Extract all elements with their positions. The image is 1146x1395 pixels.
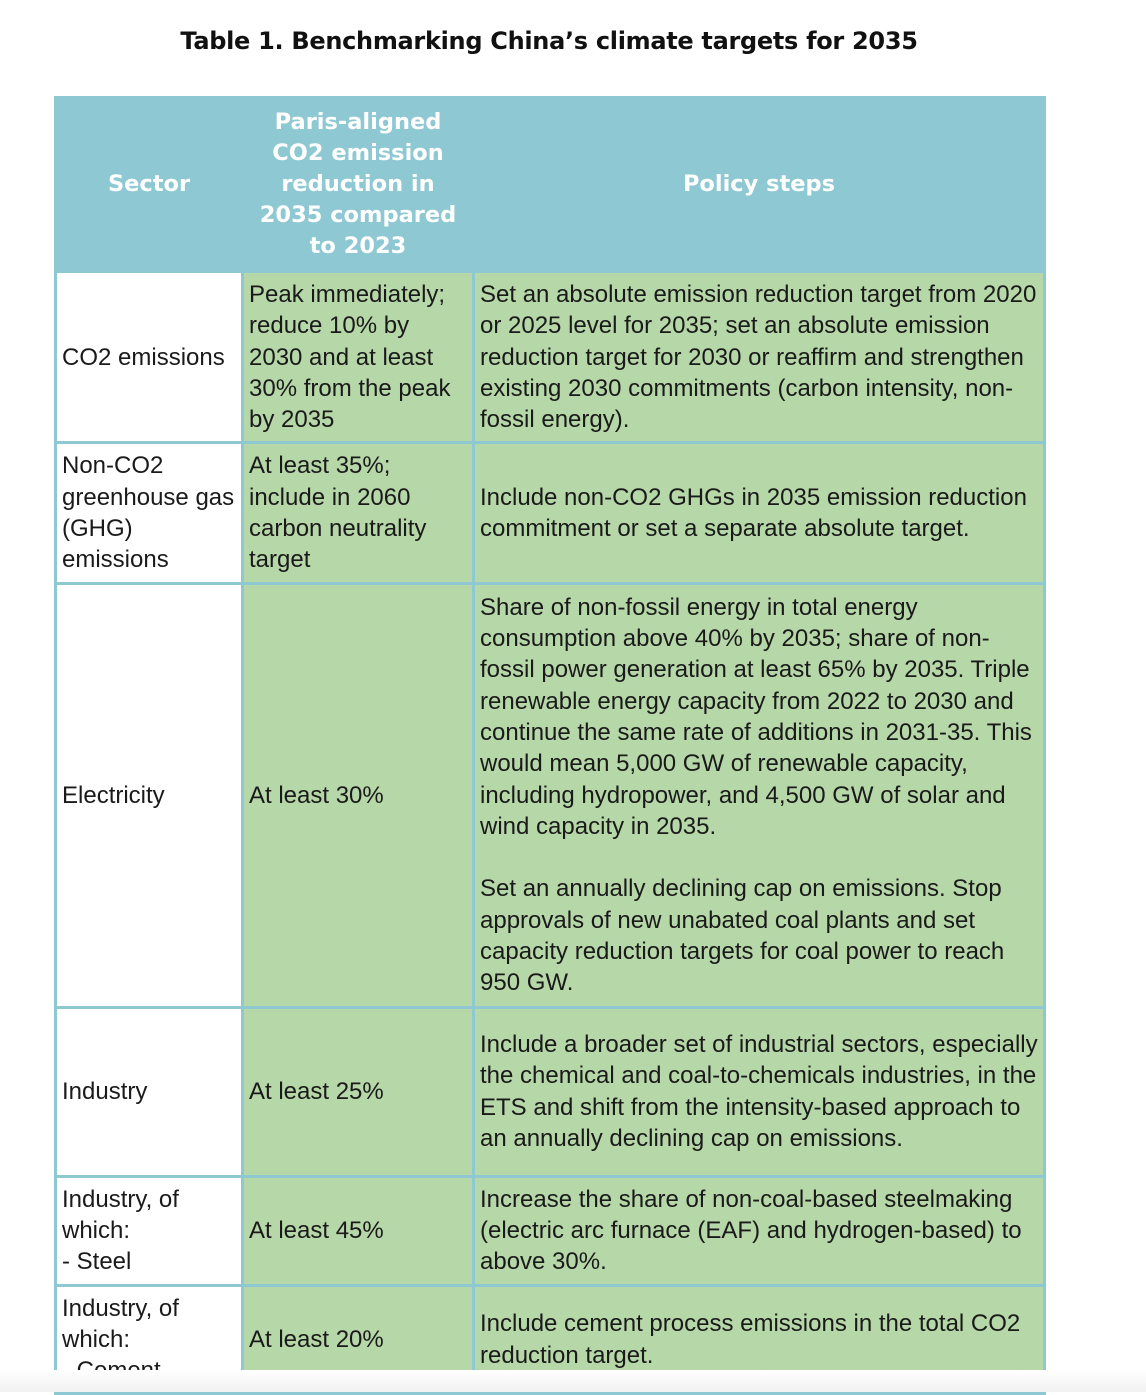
sector-cell: CO2 emissions — [56, 272, 243, 443]
sector-label: Industry, of which: — [62, 1294, 179, 1353]
target-cell: At least 25% — [243, 1007, 474, 1176]
sector-cell: Electricity — [56, 583, 243, 1007]
policy-paragraph: Share of non-fossil energy in total energy consumption above 40% by 2035; share of non-fossil power generation at least 65% by 2035. Triple renewable energy capacity from 2022 to 2030 and continue the same rate of additions in 2031-35. This would mean 5,000 GW of renewable capacity, including hydropower, and 4,500 GW of solar and wind capacity in 2035. — [480, 593, 1032, 840]
policy-cell: Increase the share of non-coal-based steelmaking (electric arc furnace (EAF) and hydrogen-based) to above 30%. — [474, 1176, 1045, 1285]
target-cell: At least 35%; include in 2060 carbon neutrality target — [243, 443, 474, 583]
target-cell: At least 20% — [243, 1285, 474, 1394]
policy-paragraph: Set an annually declining cap on emissions. Stop approvals of new unabated coal plants and set capacity reduction targets for coal power to reach 950 GW. — [480, 875, 1005, 997]
sector-cell: Non-CO2 greenhouse gas (GHG) emissions — [56, 443, 243, 583]
table-row — [56, 272, 1045, 443]
table-caption: Table 1. Benchmarking China’s climate targets for 2035 — [180, 27, 918, 55]
policy-cell: Set an absolute emission reduction target from 2020 or 2025 level for 2035; set an absolute emission reduction target for 2030 or reaffirm and strengthen existing 2030 commitments (carbon intensity, non-fossil energy). — [474, 272, 1045, 443]
table-row — [56, 1007, 1045, 1176]
table-row — [56, 583, 1045, 1007]
sector-label: Industry, of which: — [62, 1185, 179, 1244]
target-cell: At least 30% — [243, 583, 474, 1007]
policy-cell: Include a broader set of industrial sectors, especially the chemical and coal-to-chemicals industries, in the ETS and shift from the intensity-based approach to an annually declining cap on emissions. — [474, 1007, 1045, 1176]
target-cell: At least 45% — [243, 1176, 474, 1285]
sector-cell — [56, 1176, 243, 1285]
paragraph-gap — [480, 842, 1038, 873]
policy-cell — [474, 583, 1045, 1007]
sector-sub-label: - Steel — [62, 1248, 132, 1276]
policy-cell: Include non-CO2 GHGs in 2035 emission reduction commitment or set a separate absolute target. — [474, 443, 1045, 583]
header-target: Paris-aligned CO2 emission reduction in 2035 compared to 2023 — [243, 98, 474, 272]
target-cell: Peak immediately; reduce 10% by 2030 and at least 30% from the peak by 2035 — [243, 272, 474, 443]
table-header-row — [56, 98, 1045, 272]
sector-cell: Industry — [56, 1007, 243, 1176]
table-row — [56, 1176, 1045, 1285]
header-sector: Sector — [56, 98, 243, 272]
header-policy: Policy steps — [474, 98, 1045, 272]
benchmark-table — [54, 96, 1046, 1395]
bottom-shadow-strip — [0, 1370, 1146, 1392]
table-row — [56, 443, 1045, 583]
policy-cell: Include cement process emissions in the total CO2 reduction target. — [474, 1285, 1045, 1394]
